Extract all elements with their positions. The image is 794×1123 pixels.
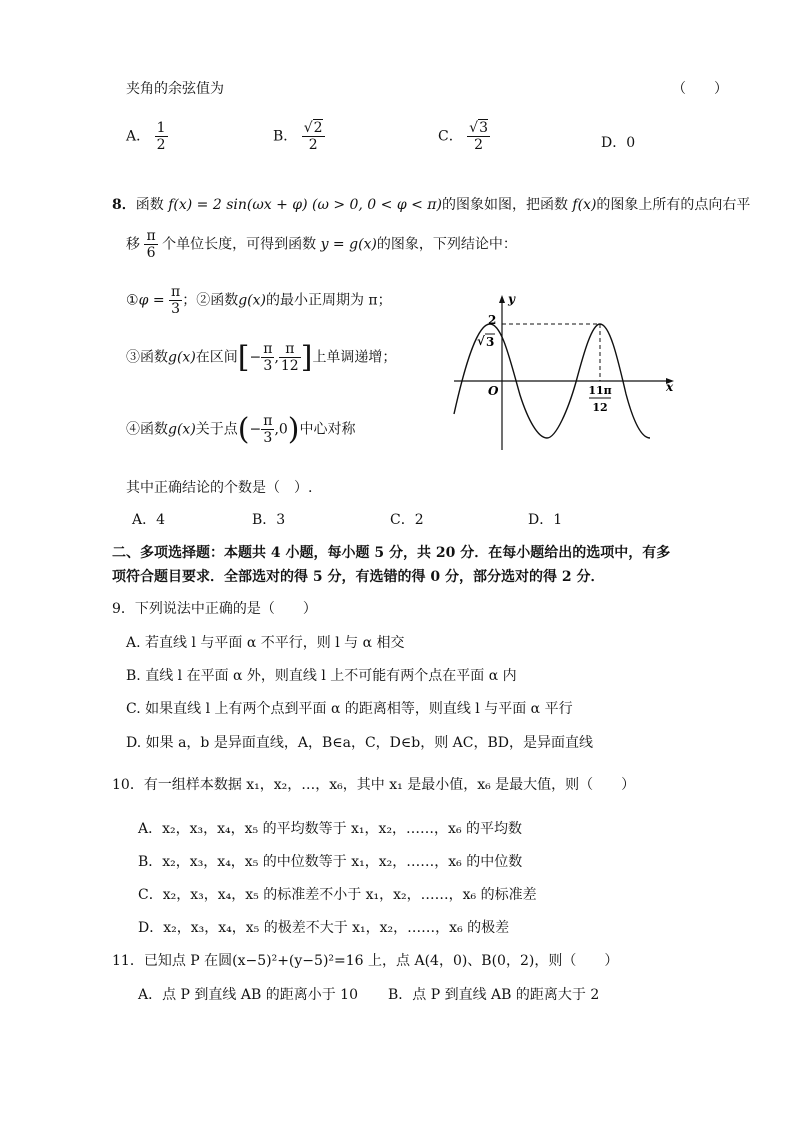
text: 的图象上所有的点向右平: [596, 197, 751, 213]
fraction-numerator: π: [171, 284, 181, 300]
q7-stem-tail: 夹角的余弦值为: [126, 81, 224, 97]
phi-symbol: φ =: [138, 292, 165, 309]
q9-option-a: A. 若直线 l 与平面 α 不平行，则 l 与 α 相交: [126, 635, 405, 651]
y-axis-arrow-icon: [499, 295, 505, 303]
gx: g(x): [168, 421, 196, 438]
q8-shift-fraction: [144, 228, 157, 261]
q8-number: 8．: [112, 197, 136, 213]
q9-option-d: D. 如果 a，b 是异面直线，A，B∈a，C，D∈b，则 AC，BD，是异面直线: [126, 735, 593, 751]
x-axis-label: x: [666, 380, 674, 394]
q8-s3-left-fraction: [261, 341, 274, 374]
q7-option-a: [126, 120, 168, 153]
q8-line1: [112, 194, 750, 214]
origin-label: O: [488, 384, 499, 398]
y-axis-label: y: [508, 292, 515, 306]
fraction-denominator: 3: [263, 430, 273, 446]
fraction-denominator: 2: [308, 137, 318, 154]
text: ,0: [274, 421, 288, 438]
gx: g(x): [238, 292, 266, 309]
sqrt-radicand: 3: [479, 120, 489, 136]
q8-statement-1-2: [126, 284, 392, 317]
fraction-denominator: 12: [280, 358, 299, 374]
q8-option-d: D．1: [528, 512, 563, 528]
sqrt-symbol-icon: √: [477, 334, 485, 348]
q10-option-b: B．x₂，x₃，x₄，x₅ 的中位数等于 x₁，x₂，……，x₆ 的中位数: [138, 854, 523, 870]
q8-sine-graph: [448, 290, 680, 454]
text: ④函数: [126, 421, 168, 438]
q8-option-b: B．3: [252, 512, 286, 528]
fraction-numerator: π: [263, 412, 273, 429]
fraction-numerator: π: [263, 340, 273, 357]
sqrt-radicand: 2: [313, 120, 323, 136]
q10-option-d: D．x₂，x₃，x₄，x₅ 的极差不大于 x₁，x₂，……，x₆ 的极差: [138, 920, 510, 936]
right-paren: ): [287, 412, 300, 447]
q8-s1-fraction: [169, 284, 182, 317]
q7-option-b: [273, 120, 325, 153]
tick-numerator: 11π: [588, 384, 612, 397]
fraction-numerator: √3: [469, 120, 489, 136]
q9-option-c: C. 如果直线 l 上有两个点到平面 α 的距离相等，则直线 l 与平面 α 平行: [126, 701, 573, 717]
text: ；②函数: [182, 292, 239, 309]
text: 的图象如图，把函数: [441, 197, 568, 213]
gx: g(x): [168, 349, 196, 366]
q8-option-a: A．4: [132, 512, 166, 528]
fraction-denominator: 3: [171, 301, 181, 318]
q7-option-c-label: C．: [438, 128, 463, 145]
section-2-heading-line1: 二、多项选择题：本题共 4 小题，每小题 5 分，共 20 分．在每小题给出的选项中，有多: [112, 545, 671, 561]
q7-option-c-fraction: [467, 120, 490, 153]
sqrt-value-label: 3: [486, 335, 495, 349]
minus-sign: −: [249, 421, 262, 438]
q10-option-a: A．x₂，x₃，x₄，x₅ 的平均数等于 x₁，x₂，……，x₆ 的平均数: [138, 821, 523, 837]
text: 的图象，下列结论中：: [376, 236, 517, 253]
text: 个单位长度，可得到函数: [162, 236, 317, 253]
q8-statement-3: ③函数g(x)在区间[− $\frac{\pi}{3}$ , $\frac{\pi}{12}$ ]上单调递增；: [126, 340, 397, 375]
q7-option-a-fraction: [155, 120, 168, 153]
fraction-numerator: 1: [156, 120, 166, 136]
left-bracket: [: [237, 340, 250, 375]
q8-option-c: C．2: [390, 512, 424, 528]
minus-sign: −: [249, 349, 262, 366]
text: 关于点: [195, 421, 238, 438]
section-2-heading-line2: 项符合题目要求．全部选对的得 5 分，有选错的得 0 分，部分选对的得 2 分．: [112, 569, 605, 585]
q8-function-formula: f(x) = 2 sin(ωx + φ) (ω > 0, 0 < φ < π): [168, 197, 442, 213]
q9-stem: 9．下列说法中正确的是（ ）: [112, 601, 317, 617]
q8-statement-4: [126, 412, 356, 447]
tick-denominator: 12: [592, 401, 608, 414]
text: 中心对称: [299, 421, 356, 438]
q8-gx-formula: y = g(x): [320, 236, 377, 253]
text: 函数: [135, 197, 164, 213]
q8-s3-right-fraction: [279, 341, 301, 374]
q10-option-c: C．x₂，x₃，x₄，x₅ 的标准差不小于 x₁，x₂，……，x₆ 的标准差: [138, 887, 537, 903]
text: 在区间: [195, 349, 238, 366]
q7-option-c: [438, 120, 490, 153]
q11-option-a: A．点 P 到直线 AB 的距离小于 10: [138, 987, 358, 1003]
fraction-denominator: 3: [263, 358, 273, 374]
peak-label: 2: [488, 313, 497, 327]
q7-answer-paren: （ ）: [672, 81, 728, 97]
fraction-denominator: 2: [156, 137, 166, 154]
fraction-numerator: π: [279, 341, 301, 358]
text: ③函数: [126, 349, 168, 366]
fraction-denominator: 2: [474, 137, 484, 154]
text: 上单调递增；: [312, 349, 397, 366]
q11-stem: 11．已知点 P 在圆(x−5)²+(y−5)²=16 上，点 A(4，0)、B(0，2)，则（ ）: [112, 953, 619, 969]
fraction-numerator: π: [146, 228, 156, 244]
fraction-numerator: √2: [303, 120, 323, 136]
q8-fx: f(x): [572, 197, 597, 213]
left-paren: (: [237, 412, 250, 447]
q8-s4-fraction: [261, 413, 274, 446]
q8-line2: [126, 228, 517, 261]
q9-option-b: B. 直线 l 在平面 α 外，则直线 l 上不可能有两个点在平面 α 内: [126, 668, 517, 684]
fraction-denominator: 6: [146, 245, 156, 262]
q10-stem: 10．有一组样本数据 x₁，x₂，…，x₆，其中 x₁ 是最小值，x₆ 是最大值，则（ ）: [112, 777, 636, 793]
q7-option-d: [601, 132, 635, 152]
q7-option-b-fraction: [302, 120, 325, 153]
q11-option-b: B．点 P 到直线 AB 的距离大于 2: [388, 987, 600, 1003]
q7-option-a-label: A．: [126, 128, 151, 145]
text: 移: [126, 236, 140, 253]
q7-option-b-label: B．: [273, 128, 298, 145]
q7-option-d-value: 0: [626, 135, 636, 151]
text: 的最小正周期为 π；: [265, 292, 392, 309]
text: ①: [126, 292, 139, 309]
q8-conclusion: 其中正确结论的个数是（ ）.: [126, 480, 313, 496]
q7-option-d-label: D．: [601, 135, 627, 151]
right-bracket: ]: [300, 340, 313, 375]
